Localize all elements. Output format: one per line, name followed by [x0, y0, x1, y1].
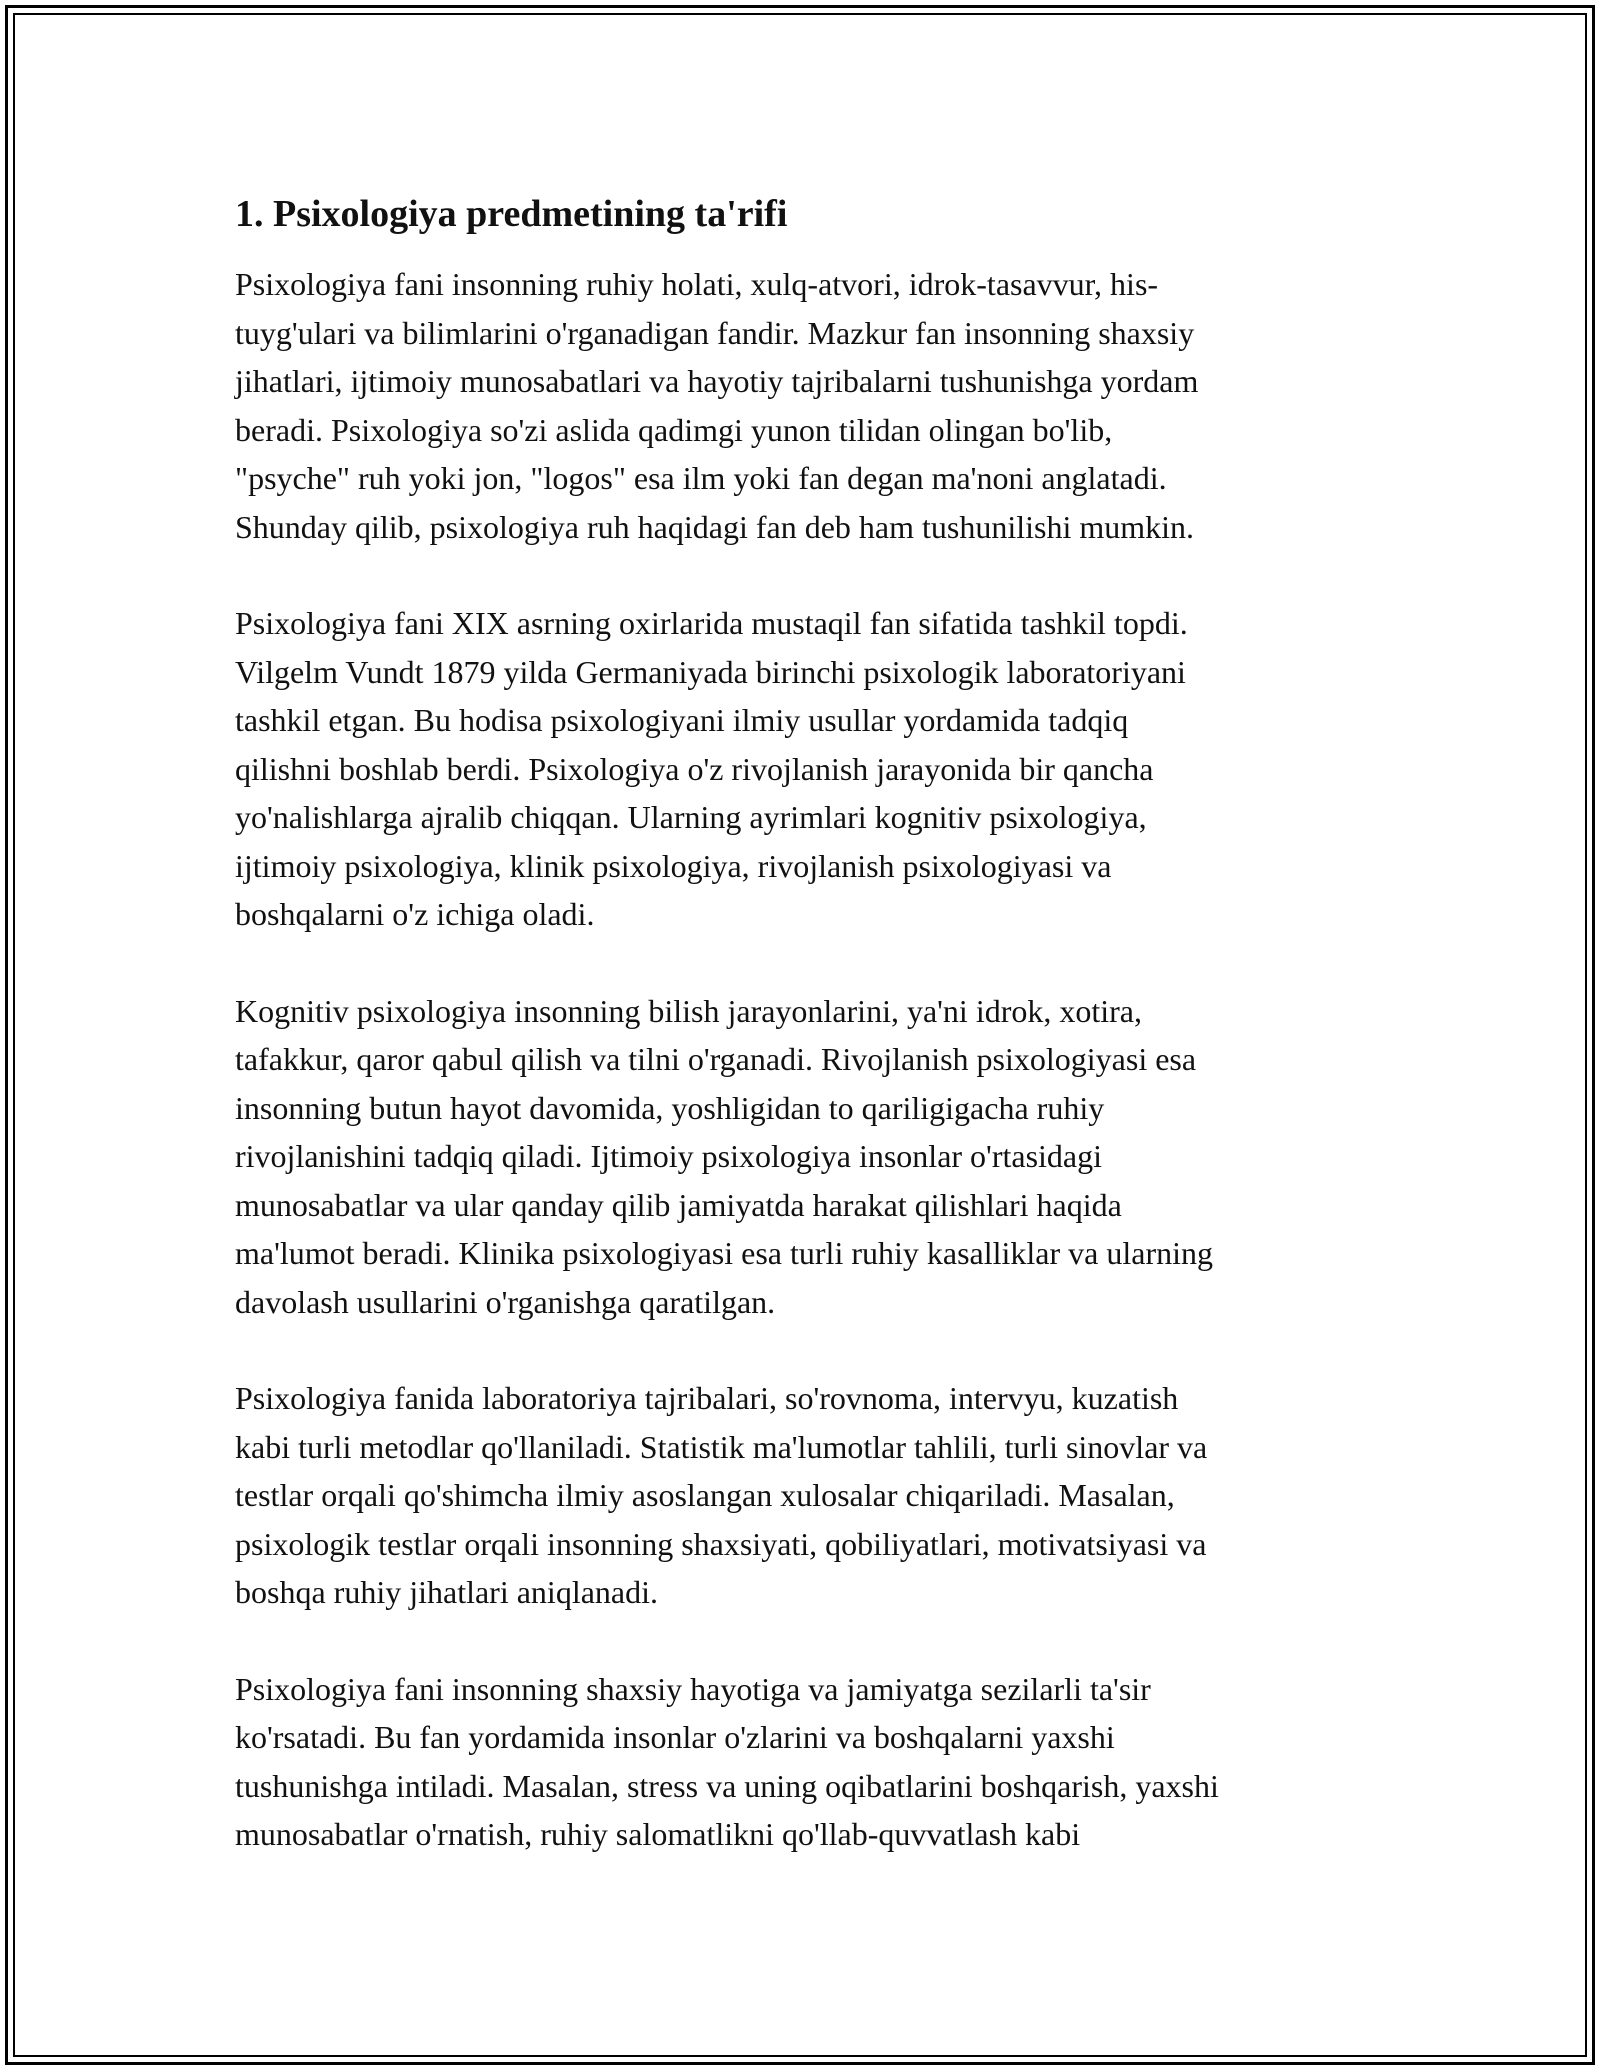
text-line: tuyg'ulari va bilimlarini o'rganadigan fandir. Mazkur fan insonning shaxsiy: [235, 314, 1195, 351]
text-line: munosabatlar va ular qanday qilib jamiyatda harakat qilishlari haqida: [235, 1186, 1122, 1223]
text-line: boshqalarni o'z ichiga oladi.: [235, 896, 595, 932]
text-line: psixologik testlar orqali insonning shaxsiyati, qobiliyatlari, motivatsiyasi va: [235, 1525, 1207, 1562]
text-line: Shunday qilib, psixologiya ruh haqidagi fan deb ham tushunilishi mumkin.: [235, 508, 1195, 545]
text-line: Kognitiv psixologiya insonning bilish jarayonlarini, ya'ni idrok, xotira,: [235, 992, 1142, 1029]
paragraph-4: [235, 1374, 1375, 1617]
text-line: boshqa ruhiy jihatlari aniqlanadi.: [235, 1574, 658, 1610]
text-line: ijtimoiy psixologiya, klinik psixologiya, rivojlanish psixologiyasi va: [235, 847, 1112, 884]
text-line: beradi. Psixologiya so'zi aslida qadimgi yunon tilidan olingan bo'lib,: [235, 411, 1113, 448]
document-content: [235, 190, 1375, 1907]
text-line: tashkil etgan. Bu hodisa psixologiyani ilmiy usullar yordamida tadqiq: [235, 702, 1129, 738]
text-line: "psyche" ruh yoki jon, "logos" esa ilm yoki fan degan ma'noni anglatadi.: [235, 460, 1167, 496]
text-line: ma'lumot beradi. Klinika psixologiyasi esa turli ruhiy kasalliklar va ularning: [235, 1235, 1213, 1271]
text-line: insonning butun hayot davomida, yoshligidan to qariligigacha ruhiy: [235, 1089, 1105, 1126]
text-line: Psixologiya fanida laboratoriya tajribalari, so'rovnoma, intervyu, kuzatish: [235, 1380, 1179, 1416]
paragraph-3: [235, 987, 1375, 1327]
text-line: munosabatlar o'rnatish, ruhiy salomatlikni qo'llab-quvvatlash kabi: [235, 1816, 1081, 1852]
text-line: rivojlanishini tadqiq qiladi. Ijtimoiy psixologiya insonlar o'rtasidagi: [235, 1138, 1102, 1174]
section-title: 1. Psixologiya predmetining ta'rifi: [235, 193, 788, 235]
text-line: tushunishga intiladi. Masalan, stress va uning oqibatlarini boshqarish, yaxshi: [235, 1767, 1219, 1804]
text-line: Psixologiya fani XIX asrning oxirlarida mustaqil fan sifatida tashkil topdi.: [235, 605, 1188, 641]
text-line: ko'rsatadi. Bu fan yordamida insonlar o'zlarini va boshqalarni yaxshi: [235, 1719, 1115, 1755]
paragraph-2: [235, 599, 1375, 939]
paragraph-5: [235, 1665, 1375, 1859]
paragraph-1: [235, 260, 1375, 551]
text-line: jihatlari, ijtimoiy munosabatlari va hayotiy tajribalarni tushunishga yordam: [235, 363, 1199, 399]
text-line: Vilgelm Vundt 1879 yilda Germaniyada birinchi psixologik laboratoriyani: [235, 653, 1186, 690]
text-line: Psixologiya fani insonning ruhiy holati, xulq-atvori, idrok-tasavvur, his-: [235, 266, 1159, 302]
text-line: qilishni boshlab berdi. Psixologiya o'z rivojlanish jarayonida bir qancha: [235, 750, 1154, 787]
text-line: Psixologiya fani insonning shaxsiy hayotiga va jamiyatga sezilarli ta'sir: [235, 1670, 1151, 1707]
text-line: kabi turli metodlar qo'llaniladi. Statistik ma'lumotlar tahlili, turli sinovlar va: [235, 1428, 1208, 1465]
text-line: tafakkur, qaror qabul qilish va tilni o'rganadi. Rivojlanish psixologiyasi esa: [235, 1041, 1197, 1077]
text-line: testlar orqali qo'shimcha ilmiy asoslangan xulosalar chiqariladi. Masalan,: [235, 1477, 1175, 1513]
text-line: yo'nalishlarga ajralib chiqqan. Ularning ayrimlari kognitiv psixologiya,: [235, 799, 1147, 835]
text-line: davolash usullarini o'rganishga qaratilgan.: [235, 1283, 776, 1320]
